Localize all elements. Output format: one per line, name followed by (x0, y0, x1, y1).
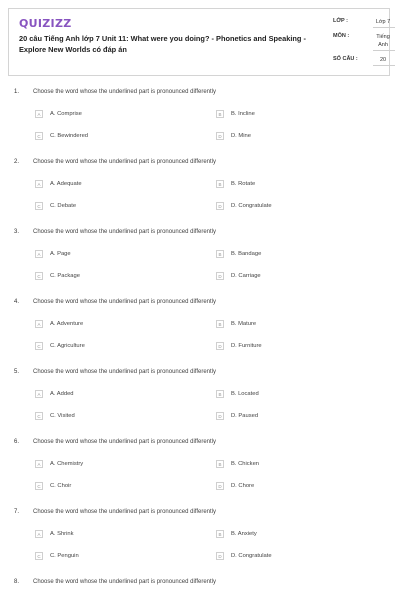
question-number: 3. (14, 229, 20, 235)
option-text: B. Anxiety (231, 531, 257, 537)
question-text: Choose the word whose the underlined part is pronounced differently (33, 229, 217, 235)
option-text: D. Paused (231, 413, 259, 419)
count-underline (373, 65, 395, 66)
option-text: D. Mine (231, 133, 251, 139)
quizizz-logo: QUIZIZZ (19, 17, 72, 30)
option-text: D. Chore (231, 483, 255, 489)
question-text: Choose the word whose the underlined part is pronounced differently (33, 299, 217, 305)
question-text: Choose the word whose the underlined part is pronounced differently (33, 439, 217, 445)
option-text: C. Bewindered (50, 133, 89, 139)
question-number: 7. (14, 509, 20, 515)
option-text: B. Mature (231, 321, 257, 327)
question-text: Choose the word whose the underlined part is pronounced differently (33, 159, 217, 165)
option-text: C. Visited (50, 413, 75, 419)
option-text: B. Located (231, 391, 259, 397)
worksheet-header (8, 8, 390, 76)
option-letter-box[interactable]: C (35, 412, 43, 420)
count-label: SỐ CÂU : (333, 56, 358, 62)
option-letter-box[interactable]: B (216, 250, 224, 258)
option-letter-box[interactable]: D (216, 202, 224, 210)
option-text: C. Choir (50, 483, 72, 489)
option-text: D. Furniture (231, 343, 262, 349)
option-letter-box[interactable]: D (216, 482, 224, 490)
option-text: C. Agriculture (50, 343, 85, 349)
option-letter-box[interactable]: B (216, 460, 224, 468)
question-number: 6. (14, 439, 20, 445)
class-underline (373, 27, 395, 28)
option-letter-box[interactable]: D (216, 412, 224, 420)
option-letter-box[interactable]: B (216, 180, 224, 188)
count-value: 20 (379, 57, 387, 63)
option-text: A. Chemistry (50, 461, 84, 467)
question-number: 4. (14, 299, 20, 305)
option-letter-box[interactable]: B (216, 390, 224, 398)
question-number: 8. (14, 579, 20, 585)
worksheet-title: 20 câu Tiếng Anh lớp 7 Unit 11: What were you doing? - Phonetics and Speaking - Explore New Worlds có đáp án (19, 34, 306, 54)
option-letter-box[interactable]: B (216, 320, 224, 328)
option-text: B. Chicken (231, 461, 260, 467)
option-letter-box[interactable]: B (216, 110, 224, 118)
option-text: C. Package (50, 273, 80, 279)
option-text: B. Incline (231, 111, 255, 117)
option-text: D. Congratulate (231, 203, 272, 209)
question-number: 5. (14, 369, 20, 375)
option-letter-box[interactable]: A (35, 180, 43, 188)
option-letter-box[interactable]: C (35, 202, 43, 210)
class-value: Lớp 7 (375, 19, 391, 25)
question-number: 1. (14, 89, 20, 95)
option-letter-box[interactable]: C (35, 552, 43, 560)
option-letter-box[interactable]: A (35, 530, 43, 538)
option-text: C. Debate (50, 203, 77, 209)
option-letter-box[interactable]: A (35, 250, 43, 258)
option-text: A. Adequate (50, 181, 82, 187)
option-letter-box[interactable]: D (216, 132, 224, 140)
question-text: Choose the word whose the underlined part is pronounced differently (33, 89, 217, 95)
class-label: LỚP : (333, 18, 348, 24)
option-letter-box[interactable]: C (35, 482, 43, 490)
option-text: B. Rotate (231, 181, 256, 187)
option-text: A. Added (50, 391, 74, 397)
option-letter-box[interactable]: D (216, 272, 224, 280)
option-letter-box[interactable]: A (35, 390, 43, 398)
question-number: 2. (14, 159, 20, 165)
option-text: B. Bandage (231, 251, 262, 257)
option-text: A. Page (50, 251, 71, 257)
option-text: C. Penguin (50, 553, 79, 559)
option-letter-box[interactable]: B (216, 530, 224, 538)
question-text: Choose the word whose the underlined part is pronounced differently (33, 579, 217, 585)
option-letter-box[interactable]: C (35, 132, 43, 140)
option-letter-box[interactable]: A (35, 460, 43, 468)
option-letter-box[interactable]: D (216, 342, 224, 350)
subject-label: MÔN : (333, 33, 350, 39)
option-letter-box[interactable]: A (35, 110, 43, 118)
option-text: D. Carriage (231, 273, 261, 279)
option-text: D. Congratulate (231, 553, 272, 559)
question-text: Choose the word whose the underlined part is pronounced differently (33, 509, 217, 515)
option-letter-box[interactable]: C (35, 272, 43, 280)
question-text: Choose the word whose the underlined part is pronounced differently (33, 369, 217, 375)
option-text: A. Comprise (50, 111, 82, 117)
option-text: A. Shrink (50, 531, 74, 537)
subject-underline (373, 50, 395, 51)
option-letter-box[interactable]: D (216, 552, 224, 560)
option-letter-box[interactable]: C (35, 342, 43, 350)
option-text: A. Adventure (50, 321, 84, 327)
option-letter-box[interactable]: A (35, 320, 43, 328)
subject-value: Tiếng Anh (376, 34, 390, 48)
